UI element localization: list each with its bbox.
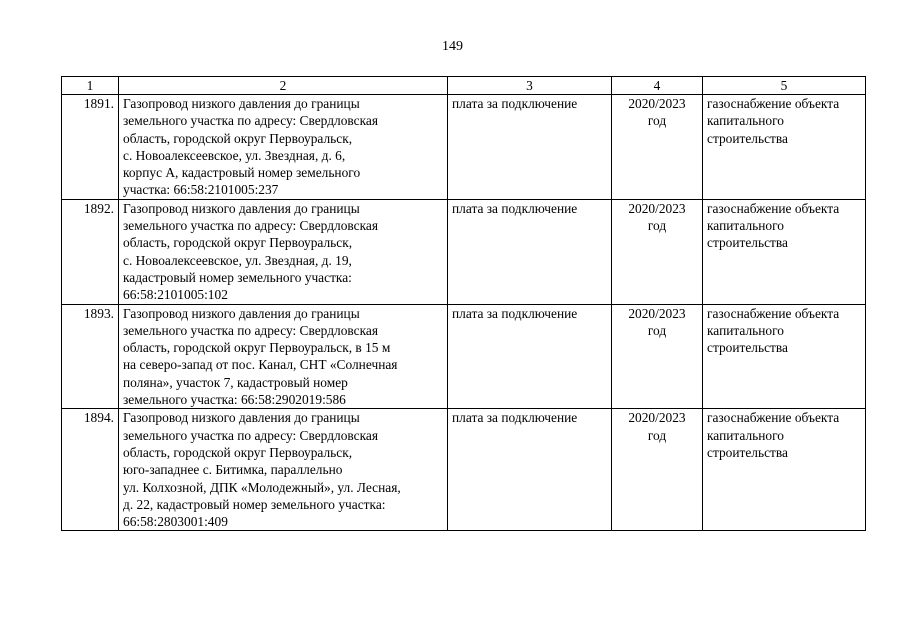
header-col-2: 2 bbox=[119, 77, 448, 95]
description-line: поляна», участок 7, кадастровый номер bbox=[123, 374, 348, 390]
period-line: год bbox=[647, 113, 667, 129]
purpose-line: строительства bbox=[707, 340, 788, 356]
object-description bbox=[119, 409, 448, 531]
description-line: 66:58:2101005:102 bbox=[123, 287, 228, 303]
description-line: область, городской округ Первоуральск, в 15 м bbox=[123, 340, 391, 356]
description-line: земельного участка по адресу: Свердловская bbox=[123, 322, 378, 338]
description-line: область, городской округ Первоуральск, bbox=[123, 235, 353, 251]
period-line: 2020/2023 bbox=[628, 305, 686, 321]
row-number: 1894. bbox=[62, 409, 119, 531]
purpose-line: газоснабжение объекта bbox=[707, 96, 840, 111]
table-body bbox=[62, 95, 866, 531]
payment-type: плата за подключение bbox=[448, 409, 612, 531]
payment-type: плата за подключение bbox=[448, 95, 612, 200]
description-line: юго-западнее с. Битимка, параллельно bbox=[123, 462, 343, 478]
header-col-3: 3 bbox=[448, 77, 612, 95]
purpose-line: газоснабжение объекта bbox=[707, 305, 840, 321]
header-col-4: 4 bbox=[612, 77, 703, 95]
implementation-period bbox=[612, 199, 703, 304]
header-row bbox=[62, 77, 866, 95]
description-line: д. 22, кадастровый номер земельного участка: bbox=[123, 496, 386, 512]
purpose-line: капитального bbox=[707, 427, 784, 443]
page-number: 149 bbox=[442, 39, 463, 54]
description-line: ул. Колхозной, ДПК «Молодежный», ул. Лесная, bbox=[123, 479, 401, 495]
purpose bbox=[703, 304, 866, 409]
purpose-line: строительства bbox=[707, 130, 788, 146]
table-header bbox=[62, 77, 866, 95]
period-line: 2020/2023 bbox=[628, 410, 686, 426]
description-line: корпус А, кадастровый номер земельного bbox=[123, 165, 361, 181]
row-number: 1892. bbox=[62, 199, 119, 304]
period-line: год bbox=[647, 322, 667, 338]
purpose-line: строительства bbox=[707, 235, 788, 251]
payment-type: плата за подключение bbox=[448, 199, 612, 304]
description-line: с. Новоалексеевское, ул. Звездная, д. 6, bbox=[123, 147, 346, 163]
purpose-line: капитального bbox=[707, 218, 784, 234]
table-row bbox=[62, 409, 866, 531]
description-line: Газопровод низкого давления до границы bbox=[123, 305, 360, 321]
header-col-5: 5 bbox=[703, 77, 866, 95]
purpose-line: капитального bbox=[707, 322, 784, 338]
payment-type: плата за подключение bbox=[448, 304, 612, 409]
description-line: Газопровод низкого давления до границы bbox=[123, 410, 360, 426]
description-line: Газопровод низкого давления до границы bbox=[123, 96, 360, 111]
period-line: 2020/2023 bbox=[628, 200, 686, 216]
object-description bbox=[119, 199, 448, 304]
implementation-period bbox=[612, 95, 703, 200]
row-number: 1891. bbox=[62, 95, 119, 200]
header-col-1: 1 bbox=[62, 77, 119, 95]
description-line: земельного участка по адресу: Свердловская bbox=[123, 113, 378, 129]
object-description bbox=[119, 304, 448, 409]
purpose bbox=[703, 199, 866, 304]
description-line: Газопровод низкого давления до границы bbox=[123, 200, 360, 216]
investment-table bbox=[61, 76, 866, 531]
purpose-line: капитального bbox=[707, 113, 784, 129]
description-line: 66:58:2803001:409 bbox=[123, 514, 228, 530]
description-line: с. Новоалексеевское, ул. Звездная, д. 19, bbox=[123, 252, 352, 268]
table-row bbox=[62, 199, 866, 304]
period-line: 2020/2023 bbox=[628, 96, 686, 111]
description-line: область, городской округ Первоуральск, bbox=[123, 444, 353, 460]
purpose-line: газоснабжение объекта bbox=[707, 200, 840, 216]
table-row bbox=[62, 304, 866, 409]
purpose-line: строительства bbox=[707, 444, 788, 460]
description-line: земельного участка по адресу: Свердловская bbox=[123, 218, 378, 234]
purpose bbox=[703, 409, 866, 531]
period-line: год bbox=[647, 218, 667, 234]
period-line: год bbox=[647, 427, 667, 443]
description-line: земельного участка по адресу: Свердловская bbox=[123, 427, 378, 443]
implementation-period bbox=[612, 304, 703, 409]
row-number: 1893. bbox=[62, 304, 119, 409]
purpose bbox=[703, 95, 866, 200]
implementation-period bbox=[612, 409, 703, 531]
description-line: земельного участка: 66:58:2902019:586 bbox=[123, 392, 346, 408]
description-line: область, городской округ Первоуральск, bbox=[123, 130, 353, 146]
purpose-line: газоснабжение объекта bbox=[707, 410, 840, 426]
description-line: кадастровый номер земельного участка: bbox=[123, 269, 352, 285]
object-description bbox=[119, 95, 448, 200]
description-line: участка: 66:58:2101005:237 bbox=[123, 182, 279, 198]
description-line: на северо-запад от пос. Канал, СНТ «Солнечная bbox=[123, 357, 398, 373]
table-row bbox=[62, 95, 866, 200]
